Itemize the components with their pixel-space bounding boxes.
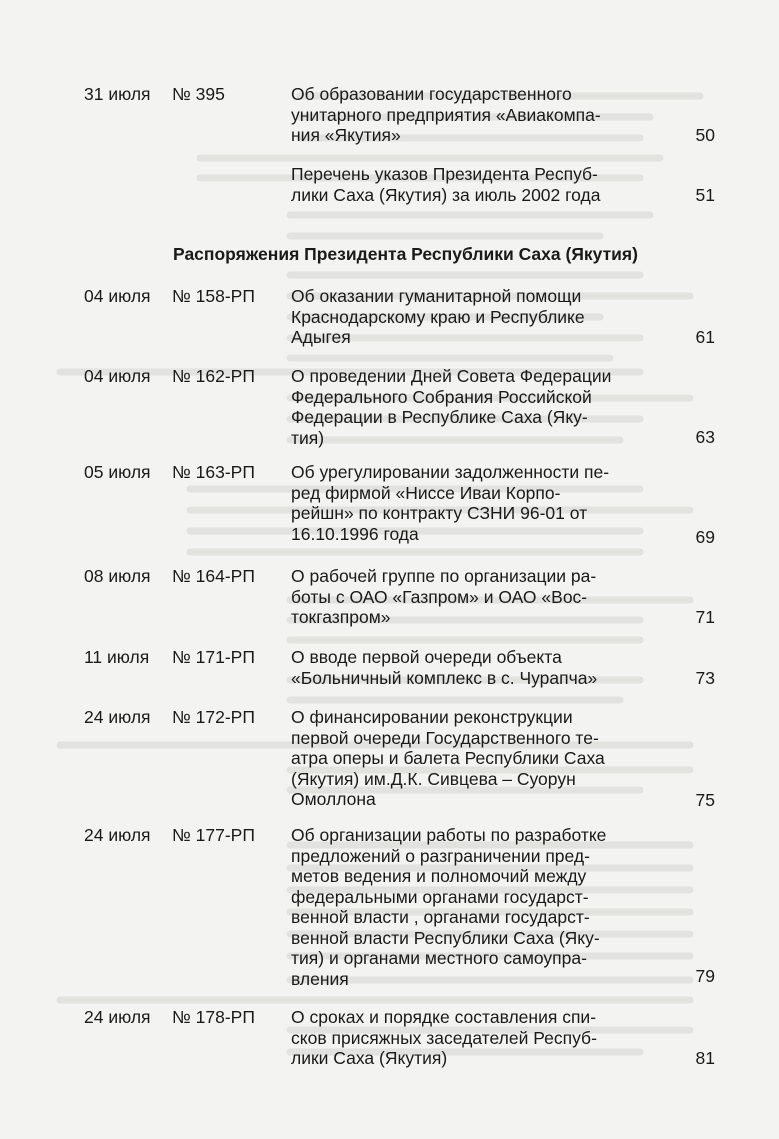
entry-title-line: предложений о разграничении пред- [291,845,590,866]
entry-title-line: (Якутия) им.Д.К. Сивцева – Суорун [291,768,576,789]
entry-title-line: Об оказании гуманитарной помощи [291,286,582,306]
entry-title-line: «Больничный комплекс в с. Чурапча» [291,667,598,688]
entry-page-number: 63 [695,427,715,447]
entry-page-number: 79 [695,966,715,986]
entry-title [291,164,669,205]
entry-title-line: Федерации в Республике Саха (Яку- [291,407,588,427]
entry-title-line: Адыгея [291,327,351,347]
entry-page-number: 75 [695,790,715,810]
entry-date: 24 июля [84,707,151,727]
entry-title [291,647,669,688]
entry-title-line: О вводе первой очереди объекта [291,647,562,667]
entry-title-line: боты с ОАО «Газпром» и ОАО «Вос- [291,586,588,607]
entry-date: 04 июля [84,286,151,306]
section-heading-text: Распоряжения Президента Республики Саха (Якутия) [173,244,638,264]
section-heading [0,244,779,265]
entry-date: 11 июля [84,647,150,667]
entry-title-line: ред фирмой «Ниссе Иваи Корпо- [291,482,561,503]
entry-date: 31 июля [84,84,151,104]
entry-number: № 178-РП [172,1007,255,1027]
entry-title-line: рейшн» по контракту СЗНИ 96-01 от [291,503,588,523]
entry-number: № 158-РП [172,286,255,306]
entry-number: № 395 [172,84,225,104]
entry-title-line: Федерального Собрания Российской [291,386,592,407]
entry-title-line: унитарного предприятия «Авиакомпа- [291,104,601,125]
entry-title-line: Омоллона [291,789,376,809]
entry-page-number: 51 [695,185,715,205]
entry-title [291,462,669,544]
entry-title-line: сков присяжных заседателей Респуб- [291,1027,597,1048]
entry-title-line: Об организации работы по разработке [291,825,607,845]
entry-page-number: 71 [695,607,715,627]
entry-date: 04 июля [84,366,151,386]
entry-page-number: 61 [695,327,715,347]
entry-title-line: Краснодарскому краю и Республике [291,306,585,327]
entry-title [291,366,669,448]
entry-title [291,84,669,146]
entry-date: 24 июля [84,825,151,845]
entry-title-line: Об образовании государственного [291,84,572,104]
entry-title [291,286,669,348]
entry-title-line: атра оперы и балета Республики Саха [291,748,605,768]
entry-title-line: Об урегулировании задолженности пе- [291,462,610,482]
entry-title-line: токгазпром» [291,607,391,627]
entry-page-number: 73 [695,668,715,688]
entry-number: № 163-РП [172,462,255,482]
entry-title [291,707,669,810]
entry-title-line: лики Саха (Якутия) за июль 2002 года [291,184,601,205]
entry-page-number: 50 [695,125,715,145]
entry-title-line: О сроках и порядке составления спи- [291,1007,597,1027]
entry-number: № 172-РП [172,707,255,727]
entry-title-line: О рабочей группе по организации ра- [291,566,597,586]
entry-number: № 171-РП [172,647,255,667]
entry-date: 08 июля [84,566,151,586]
entry-title-line: венной власти , органами государст- [291,907,590,927]
entry-number: № 177-РП [172,825,255,845]
entry-title-line: лики Саха (Якутия) [291,1048,448,1068]
entry-date: 05 июля [84,462,151,482]
entry-title-line: первой очереди Государственного те- [291,727,599,748]
entry-title [291,1007,669,1069]
entry-title-line: 16.10.1996 года [291,523,419,544]
entry-title-line: ния «Якутия» [291,125,401,145]
entry-number: № 162-РП [172,366,255,386]
entry-page-number: 69 [695,527,715,547]
entry-title-line: Перечень указов Президента Респуб- [291,164,598,184]
entry-title-line: вления [291,968,349,989]
entry-title-line: федеральными органами государст- [291,886,589,907]
entry-title [291,566,669,628]
entry-date: 24 июля [84,1007,151,1027]
entry-title-line: венной власти Республики Саха (Яку- [291,927,600,948]
entry-title-line: тия) и органами местного самоупра- [291,948,587,968]
entry-title [291,825,669,989]
entry-title-line: тия) [291,427,325,448]
entry-page-number: 81 [695,1048,715,1068]
entry-number: № 164-РП [172,566,255,586]
entry-title-line: О проведении Дней Совета Федерации [291,366,612,386]
entry-title-line: О финансировании реконструкции [291,707,573,727]
entry-title-line: метов ведения и полномочий между [291,866,587,886]
